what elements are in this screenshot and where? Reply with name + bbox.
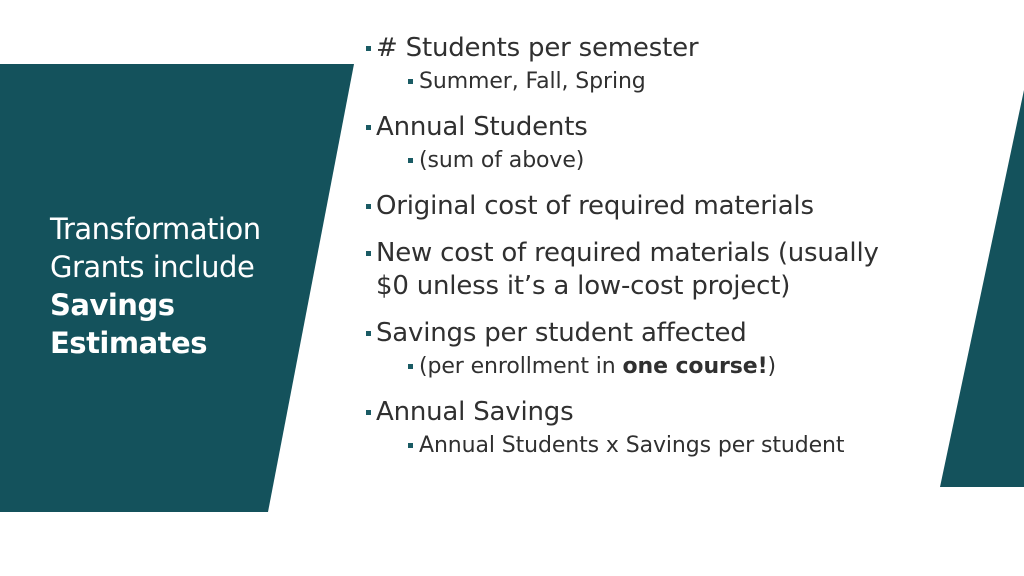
bullet-item — [362, 237, 902, 303]
sub-bullet-text: Summer, Fall, Spring — [419, 69, 646, 94]
sub-bullet-item — [362, 352, 902, 382]
bullet-text: Savings per student affected — [376, 318, 747, 348]
bullet-icon — [366, 251, 371, 256]
bullet-icon — [366, 410, 371, 415]
title-line-bold: Estimates — [50, 326, 207, 360]
title-line: Transformation — [50, 212, 261, 246]
bullet-item — [362, 396, 902, 429]
bullet-item — [362, 317, 902, 350]
bullet-text: Annual Students — [376, 112, 588, 142]
bullet-text: # Students per semester — [376, 33, 699, 63]
sub-bullet-item — [362, 431, 902, 461]
bullet-icon — [366, 331, 371, 336]
right-accent-shape — [930, 0, 1024, 576]
sub-bullet-text-pre: (per enrollment in — [419, 354, 623, 379]
sub-bullet-item — [362, 146, 902, 176]
bullet-icon — [408, 364, 413, 369]
title-line: Grants include — [50, 250, 255, 284]
bullet-item — [362, 111, 902, 144]
bullet-list — [362, 32, 902, 461]
bullet-text: New cost of required materials (usually $0 unless it’s a low-cost project) — [376, 238, 879, 301]
bullet-item — [362, 190, 902, 223]
title-line-bold: Savings — [50, 288, 175, 322]
bullet-icon — [408, 443, 413, 448]
bullet-item — [362, 32, 902, 65]
bullet-text: Annual Savings — [376, 397, 574, 427]
sub-bullet-item — [362, 67, 902, 97]
bullet-icon — [408, 79, 413, 84]
sub-bullet-emphasis: one course! — [622, 354, 768, 379]
bullet-icon — [366, 125, 371, 130]
sub-bullet-text: Annual Students x Savings per student — [419, 433, 845, 458]
bullet-icon — [366, 204, 371, 209]
bullet-icon — [366, 46, 371, 51]
slide-title — [50, 210, 300, 362]
sub-bullet-text: (sum of above) — [419, 148, 585, 173]
sub-bullet-text-post: ) — [767, 354, 776, 379]
bullet-icon — [408, 158, 413, 163]
bullet-text: Original cost of required materials — [376, 191, 814, 221]
